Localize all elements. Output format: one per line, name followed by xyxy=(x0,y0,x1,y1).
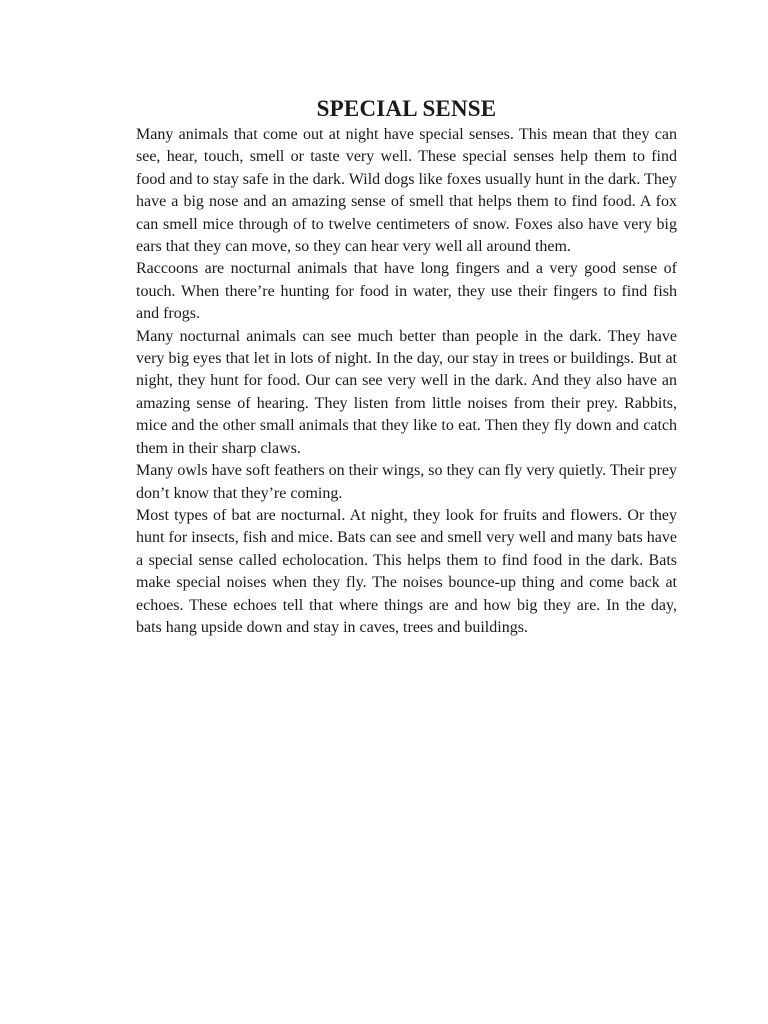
paragraph-owls: Many owls have soft feathers on their wings, so they can fly very quietly. Their prey don’t know that they’re coming. xyxy=(136,462,677,502)
document-title: SPECIAL SENSE xyxy=(316,96,497,121)
paragraph-night-vision: Many nocturnal animals can see much better than people in the dark. They have very big eyes that let in lots of night. In the day, our stay in trees or buildings. But at night, they hunt for food. Our can see very well in the dark. And they also have an amazing sense of hearing. They listen from little noises from their prey. Rabbits, mice and the other small animals that they like to eat. Then they fly down and catch them in their sharp claws. xyxy=(136,327,677,457)
paragraph-foxes: Many animals that come out at night have special senses. This mean that they can see, hear, touch, smell or taste very well. These special senses help them to find food and to stay safe in the dark. Wild dogs like foxes usually hunt in the dark. They have a big nose and an amazing sense of smell that helps them to find food. A fox can smell mice through of to twelve centimeters of snow. Foxes also have very big ears that they can move, so they can hear very well all around them. xyxy=(136,126,677,256)
paragraph-raccoons: Raccoons are nocturnal animals that have long fingers and a very good sense of touch. When there’re hunting for food in water, they use their fingers to find fish and frogs. xyxy=(136,260,677,323)
paragraph-bats: Most types of bat are nocturnal. At night, they look for fruits and flowers. Or they hunt for insects, fish and mice. Bats can see and smell very well and many bats have a special sense called echolocation. This helps them to find food in the dark. Bats make special noises when they fly. The noises bounce-up thing and come back at echoes. These echoes tell that where things are and how big they are. In the day, bats hang upside down and stay in caves, trees and buildings. xyxy=(136,506,677,636)
document-body xyxy=(136,96,677,639)
